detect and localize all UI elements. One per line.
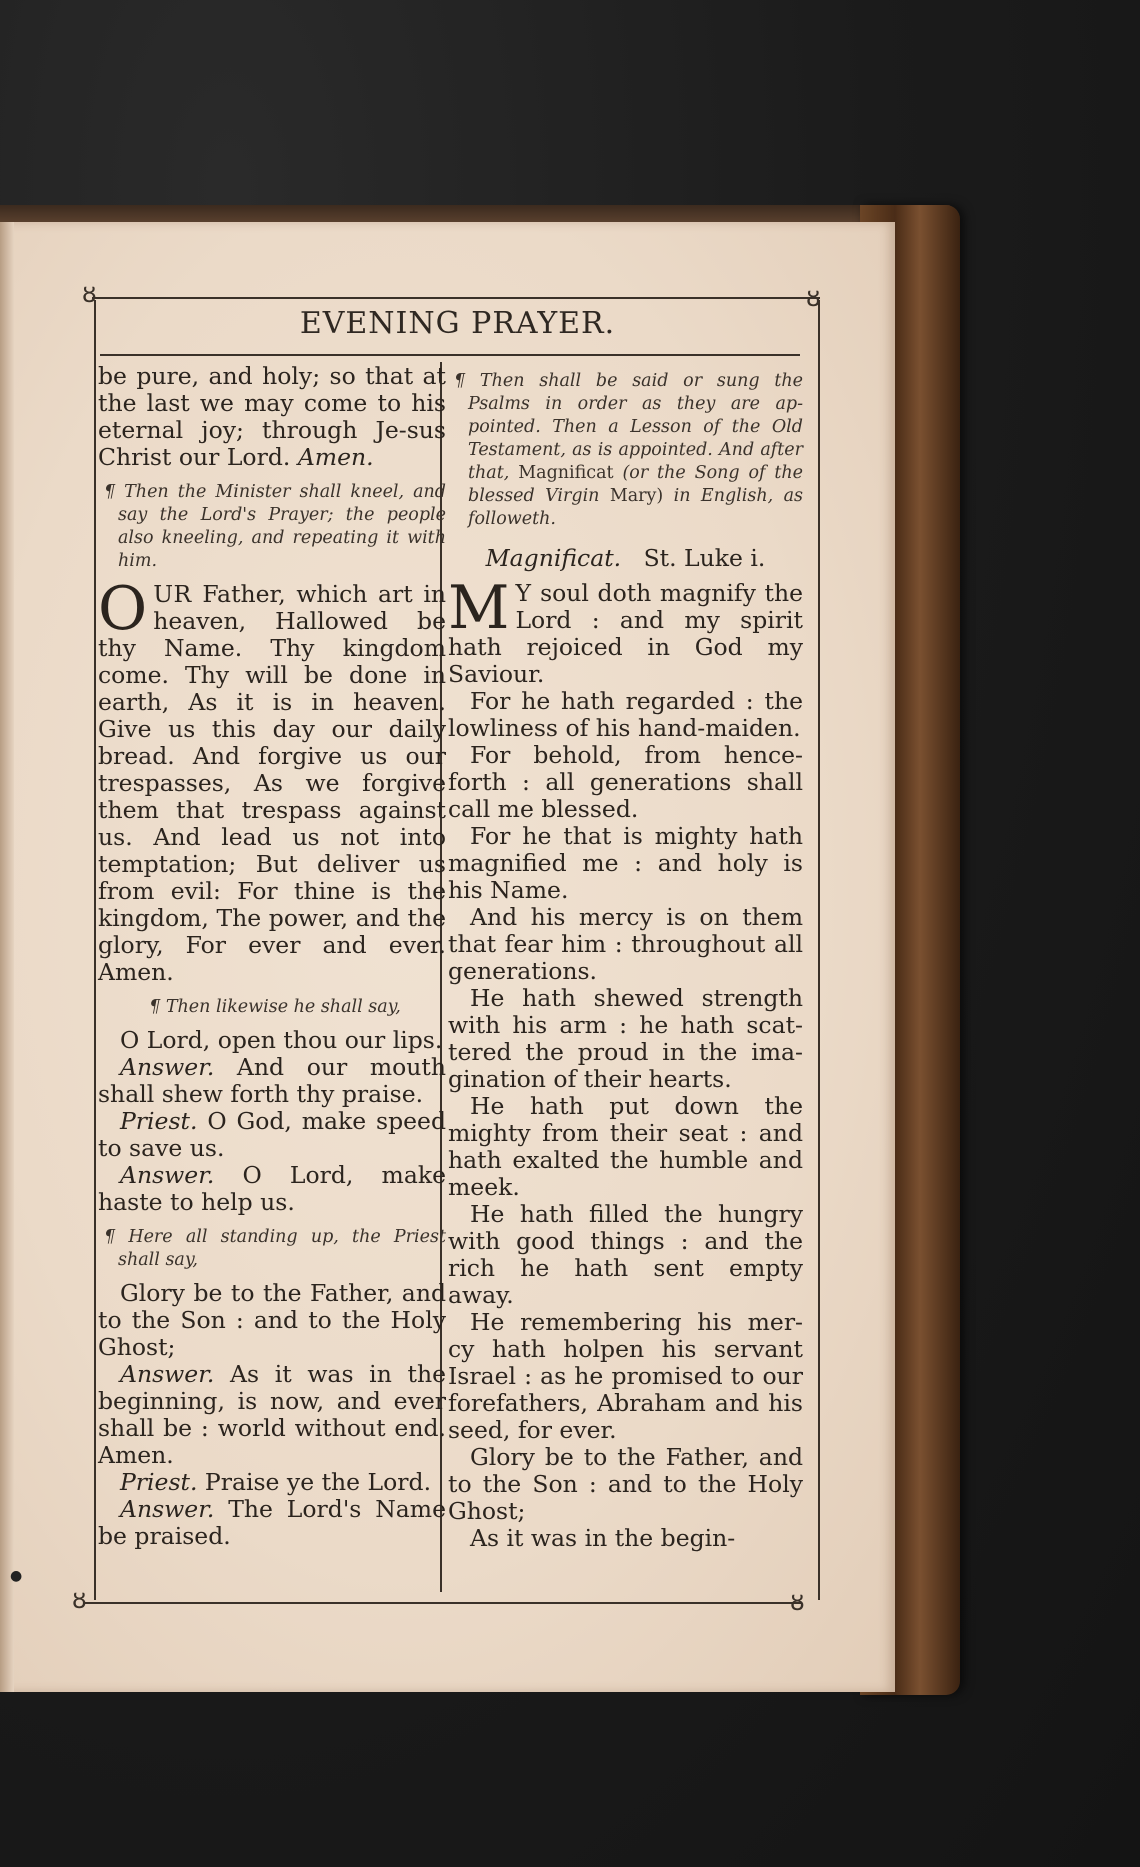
magnificat-verse-1: M Y soul doth magnify the Lord : and my spirit hath rejoiced in God my Saviour. (448, 573, 803, 688)
rubric-likewise: ¶ Then likewise he shall say, (149, 997, 401, 1017)
rubric-standing: ¶ Here all standing up, the Priest shall say, (104, 1227, 446, 1270)
magnificat-verse-9: He remembering his mer-cy hath holpen his servant Israel : as he promised to our forefathers, Abraham and his seed, for ever. (448, 1308, 803, 1444)
versicle-make-speed: Priest. O God, make speed to save us. (98, 1107, 446, 1162)
ornament-top-left-icon: ȣ (82, 280, 97, 308)
response-make-haste: Answer. O Lord, make haste to help us. (98, 1161, 446, 1216)
gloria-patri: Glory be to the Father, and to the Son : and to the Holy Ghost; (98, 1279, 446, 1361)
page-gutter (0, 222, 14, 1692)
response-mouth: Answer. And our mouth shall shew forth thy praise. (98, 1053, 446, 1108)
dropcap-m: M (448, 573, 510, 643)
ornament-bottom-left-icon: ȣ (72, 1586, 87, 1614)
right-column (448, 370, 803, 1552)
frame-bottom-rule (84, 1602, 802, 1604)
rubric-kneel: ¶ Then the Minister shall kneel, and say the Lord's Prayer; the people also kneeling, and repeating it with him. (104, 482, 446, 571)
dropcap-o: O (98, 574, 148, 644)
frame-top-rule (92, 297, 820, 299)
magnificat-gloria: Glory be to the Father, and to the Son : and to the Holy Ghost; (448, 1443, 803, 1525)
prayer-ending: be pure, and holy; so that at the last we may come to his eternal joy; through Je-sus Christ our Lord. Amen. (98, 362, 446, 471)
magnificat-as-it-was: As it was in the begin- (470, 1524, 736, 1552)
amen-word: Amen. (297, 443, 374, 471)
magnificat-verse-7: He hath put down the mighty from their seat : and hath exalted the humble and meek. (448, 1092, 803, 1201)
magnificat-verse-5: And his mercy is on them that fear him : throughout all generations. (448, 903, 803, 985)
versicle-open-lips: O Lord, open thou our lips. (120, 1026, 443, 1054)
ornament-top-right-icon: ȣ (806, 284, 821, 312)
magnificat-title: Magnificat. St. Luke i. (485, 544, 766, 572)
magnificat-verse-3: For behold, from hence-forth : all generations shall call me blessed. (448, 741, 803, 823)
running-head-rule (100, 354, 800, 356)
response-as-it-was: Answer. As it was in the beginning, is now, and ever shall be : world without end. Amen. (98, 1360, 446, 1469)
versicle-praise-ye: Priest. Praise ye the Lord. (120, 1468, 432, 1496)
lords-prayer: OUR Father, which art in heaven, Hallowed be thy Name. Thy kingdom come. Thy will be done in earth, As it is in heaven. Give us this day our daily bread. And forgive us our trespasses, As we forgive them that trespass against us. And lead us not into temptation; But deliver us from evil: For thine is the kingdom, The power, and the glory, For ever and ever. Amen. (98, 574, 446, 986)
ornament-bottom-right-icon: ȣ (790, 1588, 805, 1616)
margin-dot: ● (10, 1568, 23, 1584)
frame-left-rule (94, 300, 96, 1600)
magnificat-verse-2: For he hath regarded : the lowliness of his hand-maiden. (448, 687, 803, 742)
frame-right-rule (818, 300, 820, 1600)
magnificat-verse-6: He hath shewed strength with his arm : he hath scat-tered the proud in the ima-gination of their hearts. (448, 984, 803, 1093)
left-column (98, 363, 446, 1550)
running-head: EVENING PRAYER. (299, 306, 616, 341)
response-lords-name: Answer. The Lord's Name be praised. (98, 1495, 446, 1550)
magnificat-verse-4: For he that is mighty hath magnified me : and holy is his Name. (448, 822, 803, 904)
magnificat-verse-8: He hath filled the hungry with good things : and the rich he hath sent empty away. (448, 1200, 803, 1309)
rubric-psalms: ¶ Then shall be said or sung the Psalms in order as they are ap-pointed. Then a Lesson of the Old Testament, as is appointed. And after that, Magnificat (or the Song of the blessed Virgin Mary) in English, as followeth. (454, 371, 803, 529)
